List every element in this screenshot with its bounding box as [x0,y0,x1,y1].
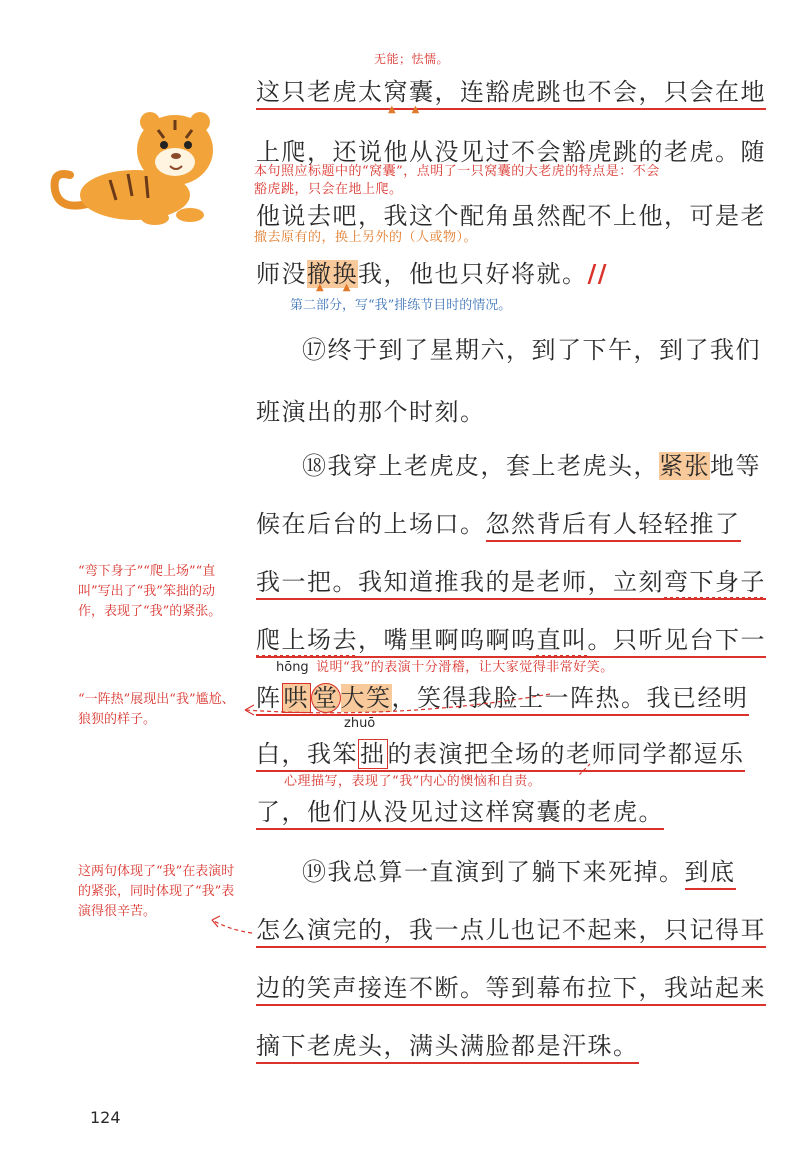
tiger-illustration [40,100,230,230]
text-seg: 师没 [256,260,307,288]
keyword-hong: 哄 [283,684,309,712]
keyword-pashangchang: 爬上场去 [256,626,358,654]
keyword-zhuo: 拙 [360,740,386,768]
text-p18-2 [256,504,741,539]
keyword-huan: 换 [332,260,358,288]
keyword-che: 撤 [307,260,333,288]
text-seg: 候在后台的上场口。 [256,510,486,538]
text-seg: 我一把。我知道推我的是老师，立刻 [256,568,664,596]
text-line-1 [256,72,766,107]
text-seg: ⑲我总算一直演到了躺下来死掉。 [302,858,685,886]
side-note-embarrassed: “一阵热”展现出“我”尴尬、狼狈的样子。 [78,692,235,727]
note-title-echo-2: 豁虎跳，只会在地上爬。 [254,182,403,197]
text-seg: 摘下老虎头，满头满脸都是汗珠。 [256,1032,639,1064]
note-chehuan: 撤去原有的，换上另外的（人或物）。 [254,230,478,245]
text-seg: 的表演把全场的老师同学都逗乐 [387,740,745,768]
section-break-mark: // [587,259,609,288]
side-note-tension: 这两句体现了“我”在表演时的紧张，同时体现了“我”表演得很辛苦。 [78,864,235,919]
part-two-note: 第二部分，写“我”排练节目时的情况。 [290,298,512,313]
text-seg: 到底 [685,858,736,890]
text-seg: 边的笑声接连不断。等到幕布拉下，我站起来 [256,974,766,1006]
triangle-mark: ▲ ▲ [388,104,420,115]
text-line-3: 他说去吧，我这个配角虽然配不上他，可是老 [256,202,766,230]
note-wonang: 无能；怯懦。 [374,52,450,66]
dashed-arrows [200,690,600,940]
text-seg: 我，他也只好将就。 [358,260,588,288]
text-p18-1 [302,446,761,481]
text-p19-4 [256,1026,639,1061]
text-seg: 怎么演完的，我一点儿也记不起来，只记得耳 [256,916,766,948]
text-seg: 地等 [710,452,761,480]
keyword-daxiao: 大笑 [340,684,392,712]
text-seg: ，笑得我脸上一阵热。我已经明 [391,684,749,712]
text-seg: 阵 [256,684,282,712]
text-line-4 [256,254,608,289]
text-seg: 忽然背后有人轻轻推了 [486,510,741,542]
text-seg: ，连豁虎跳也不会，只会在地 [434,78,766,106]
pinyin-hong: hōng [276,660,309,675]
pinyin-zhuo: zhuō [344,716,376,731]
text-seg: ，嘴里啊呜啊呜 [358,626,537,654]
text-seg: ⑱我穿上老虎皮，套上老虎头， [302,452,659,480]
page-number: 124 [90,1108,121,1127]
text-p17-2: 班演出的那个时刻。 [256,398,486,426]
text-seg: 了，他们从没见过这样窝囊的老虎。 [256,798,664,830]
keyword-wonang: 窝囊 [383,78,435,106]
text-line-2: 上爬，还说他从没见过不会豁虎跳的老虎。随 [256,138,766,166]
triangle-mark: ▲ ▲ [316,282,351,293]
note-psychology: 心理描写，表现了“我”内心的懊恼和自责。 [284,774,542,789]
keyword-jinzhang: 紧张 [659,452,710,480]
text-seg: 。只听见台下一 [587,626,766,654]
keyword-zhijiao: 直叫 [536,626,588,654]
side-note-actions: “弯下身子”“爬上场”“直叫”写出了“我”笨拙的动作，表现了“我”的紧张。 [78,564,222,619]
text-p18-3 [256,562,766,597]
text-p19-3 [256,968,766,1003]
text-seg: 白，我笨 [256,740,358,768]
text-seg: 这只老虎太 [256,78,384,106]
note-title-echo-1: 本句照应标题中的“窝囊”，点明了一只窝囊的大老虎的特点是：不会 [254,164,660,179]
keyword-tang: 堂 [313,684,339,712]
text-p18-4 [256,620,766,655]
keyword-wanxiashenzi: 弯下身子 [664,568,766,596]
text-p17-1: ⑰终于到了星期六，到了下午，到了我们 [302,336,761,364]
note-huatang: 说明“我”的表演十分滑稽，让大家觉得非常好笑。 [316,660,614,675]
